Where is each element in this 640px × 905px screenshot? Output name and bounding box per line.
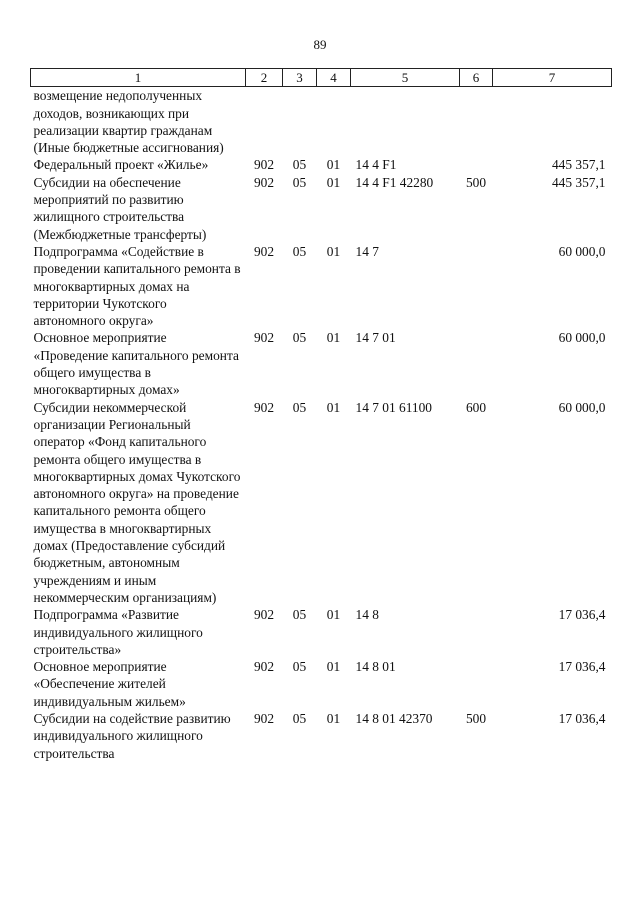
cell-name: Субсидии на обеспечение мероприятий по развитию жилищного строительства (Межбюджетные трансферты) <box>33 174 207 242</box>
cell-vr <box>460 606 493 658</box>
header-cell-name: 1 <box>31 69 246 87</box>
cell-rz: 05 <box>292 174 307 190</box>
cell-rz: 05 <box>292 157 307 173</box>
cell-grbs: 902 <box>253 659 275 675</box>
cell-pr <box>317 87 351 157</box>
cell-csr: 14 8 01 <box>355 659 396 675</box>
cell-csr: 14 7 01 <box>355 330 396 346</box>
header-cell-vr: 6 <box>460 69 493 87</box>
cell-name: Субсидии на содействие развитию индивидуального жилищного строительства <box>33 710 231 761</box>
cell-rz: 05 <box>292 399 307 415</box>
table-row <box>31 174 612 243</box>
cell-grbs: 902 <box>253 399 275 415</box>
cell-csr: 14 7 <box>355 243 379 259</box>
cell-amount: 17 036,4 <box>558 607 606 623</box>
table-body <box>31 87 612 762</box>
table-row <box>31 606 612 658</box>
cell-grbs: 902 <box>253 157 275 173</box>
cell-csr: 14 8 <box>355 607 379 623</box>
cell-pr: 01 <box>326 607 341 623</box>
cell-pr: 01 <box>326 157 341 173</box>
table-row <box>31 243 612 329</box>
cell-vr <box>460 87 493 157</box>
cell-name: Подпрограмма «Развитие индивидуального жилищного строительства» <box>33 607 203 657</box>
cell-vr <box>460 658 493 710</box>
budget-table <box>30 68 612 762</box>
cell-amount: 17 036,4 <box>558 710 606 726</box>
table-row <box>31 156 612 173</box>
cell-amount <box>493 87 612 157</box>
cell-grbs: 902 <box>253 174 275 190</box>
cell-pr: 01 <box>326 174 341 190</box>
cell-vr: 500 <box>465 174 487 190</box>
cell-rz: 05 <box>292 710 307 726</box>
cell-vr: 500 <box>465 710 487 726</box>
cell-rz: 05 <box>292 659 307 675</box>
cell-pr: 01 <box>326 330 341 346</box>
cell-pr: 01 <box>326 399 341 415</box>
cell-amount: 60 000,0 <box>558 243 606 259</box>
table-row <box>31 658 612 710</box>
cell-name: Федеральный проект «Жилье» <box>33 157 209 173</box>
cell-grbs: 902 <box>253 607 275 623</box>
cell-csr: 14 8 01 42370 <box>355 710 433 726</box>
cell-name: Основное мероприятие «Обеспечение жителей индивидуальным жильем» <box>33 659 186 709</box>
cell-grbs: 902 <box>253 243 275 259</box>
table-row <box>31 399 612 607</box>
cell-grbs <box>246 87 283 157</box>
table-row <box>31 710 612 762</box>
cell-csr <box>351 87 460 157</box>
cell-rz: 05 <box>292 243 307 259</box>
table-header <box>31 69 612 87</box>
cell-rz <box>283 87 317 157</box>
cell-amount: 17 036,4 <box>558 659 606 675</box>
cell-pr: 01 <box>326 710 341 726</box>
cell-rz: 05 <box>292 330 307 346</box>
page-number: 89 <box>313 37 327 52</box>
cell-amount: 60 000,0 <box>558 330 606 346</box>
header-cell-csr: 5 <box>351 69 460 87</box>
cell-name: возмещение недополученных доходов, возникающих при реализации квартир гражданам (Иные бюджетные ассигнования) <box>33 88 224 156</box>
cell-pr: 01 <box>326 243 341 259</box>
cell-name: Подпрограмма «Содействие в проведении капитального ремонта в многоквартирных домах на территории Чукотского автономного округа» <box>33 243 241 329</box>
cell-pr: 01 <box>326 659 341 675</box>
cell-amount: 445 357,1 <box>551 157 606 173</box>
cell-name: Основное мероприятие «Проведение капитального ремонта общего имущества в многоквартирных домах» <box>33 330 239 398</box>
cell-vr <box>460 243 493 329</box>
cell-grbs: 902 <box>253 330 275 346</box>
cell-name: Субсидии некоммерческой организации Региональный оператор «Фонд капитального ремонта общего имущества в многоквартирных домах Чукотского автономного округа» на проведение капитального ремонта общего имущества в многоквартирных домах (Предоставление субсидий бюджетным, автономным учреждениям и иным некоммерческим организациям) <box>33 399 241 605</box>
header-cell-rz: 3 <box>283 69 317 87</box>
cell-rz: 05 <box>292 607 307 623</box>
cell-grbs: 902 <box>253 710 275 726</box>
cell-amount: 60 000,0 <box>558 399 606 415</box>
table-row <box>31 87 612 157</box>
cell-csr: 14 4 F1 42280 <box>355 174 434 190</box>
cell-vr: 600 <box>465 399 487 415</box>
header-cell-amount: 7 <box>493 69 612 87</box>
cell-amount: 445 357,1 <box>551 174 606 190</box>
header-cell-grbs: 2 <box>246 69 283 87</box>
cell-csr: 14 7 01 61100 <box>355 399 432 415</box>
header-row <box>31 69 612 87</box>
header-cell-pr: 4 <box>317 69 351 87</box>
table-row <box>31 329 612 398</box>
cell-vr <box>460 156 493 173</box>
cell-csr: 14 4 F1 <box>355 157 397 173</box>
cell-vr <box>460 329 493 398</box>
